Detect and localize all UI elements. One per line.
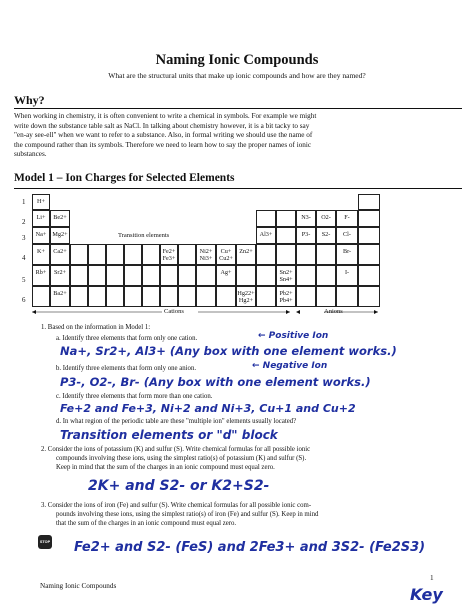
cell-N: N3- — [296, 210, 316, 227]
cell-empty — [124, 265, 142, 286]
model-rule — [14, 188, 462, 189]
answer-1c: Fe+2 and Fe+3, Ni+2 and Ni+3, Cu+1 and Cu+2 — [60, 402, 356, 415]
cell-empty — [178, 265, 196, 286]
cell-empty — [276, 210, 296, 227]
answer-2: 2K+ and S2- or K2+S2- — [88, 478, 270, 494]
cell-O: O2- — [316, 210, 336, 227]
cell-empty — [106, 244, 124, 265]
cell-Zn: Zn2+ — [236, 244, 256, 265]
cell-empty — [178, 286, 196, 307]
cell-empty — [316, 286, 336, 307]
cell-empty — [106, 265, 124, 286]
cell-empty — [316, 244, 336, 265]
question-2-line: compounds involving these ions, using the simplest ratio(s) of potassium (K) and sulfur (S). — [56, 455, 307, 462]
cell-Br: Br- — [336, 244, 358, 265]
cell-empty — [256, 265, 276, 286]
answer-3: Fe2+ and S2- (FeS) and 2Fe3+ and 3S2- (Fe2S3) — [74, 540, 426, 555]
footer-title: Naming Ionic Compounds — [40, 582, 117, 590]
page-number: 1 — [430, 574, 434, 582]
cell-Sr: Sr2+ — [50, 265, 70, 286]
row-number: 1 — [22, 198, 26, 206]
cell-noble — [358, 227, 380, 244]
cell-empty — [142, 286, 160, 307]
cell-Pb: Pb2+ Pb4+ — [276, 286, 296, 307]
cell-empty — [276, 244, 296, 265]
cell-Hg: Hg22+ Hg2+ — [236, 286, 256, 307]
answer-key-label: Key — [410, 585, 443, 604]
cell-empty — [70, 244, 88, 265]
cell-empty — [124, 286, 142, 307]
row-number: 3 — [22, 234, 26, 242]
why-heading: Why? — [14, 93, 45, 107]
model-heading: Model 1 – Ion Charges for Selected Elements — [14, 172, 235, 184]
cell-Al: Al3+ — [256, 227, 276, 244]
why-rule — [14, 108, 462, 109]
cell-S: S2- — [316, 227, 336, 244]
cell-empty — [160, 265, 178, 286]
row-number: 6 — [22, 296, 26, 304]
row-number: 4 — [22, 254, 26, 262]
cell-H: H+ — [32, 194, 50, 210]
answer-1d: Transition elements or "d" block — [60, 428, 278, 442]
question-2-line: Keep in mind that the sum of the charges in an ionic compound must equal zero. — [56, 464, 275, 471]
answer-1b: P3-, O2-, Br- (Any box with one element works.) — [60, 375, 371, 389]
cell-K: K+ — [32, 244, 50, 265]
cell-empty — [88, 244, 106, 265]
cell-noble — [358, 265, 380, 286]
why-line: the compound rather than its symbols. Therefore we need to learn how to say the proper names of ionic — [14, 140, 312, 149]
cell-empty — [296, 286, 316, 307]
cell-empty — [216, 286, 236, 307]
cell-empty — [178, 244, 196, 265]
cell-Cl: Cl- — [336, 227, 358, 244]
question-3-line: pounds involving these ions, using the simplest ratio(s) of iron (Fe) and sulfur (S). Keep in mind — [56, 511, 319, 518]
page-subtitle: What are the structural units that make up ionic compounds and how are they named? — [108, 71, 366, 80]
transition-label: Transition elements — [118, 232, 170, 239]
cell-Fe: Fe2+ Fe3+ — [160, 244, 178, 265]
cell-Ag: Ag+ — [216, 265, 236, 286]
question-1c: c. Identify three elements that form more than one cation. — [56, 393, 213, 400]
stop-sign-icon: STOP — [38, 535, 52, 549]
cell-empty — [142, 265, 160, 286]
cell-Rb: Rb+ — [32, 265, 50, 286]
cell-noble — [358, 286, 380, 307]
cell-empty — [70, 286, 88, 307]
cell-I: I- — [336, 265, 358, 286]
cell-Mg: Mg2+ — [50, 227, 70, 244]
cell-empty — [142, 244, 160, 265]
cell-empty — [196, 286, 216, 307]
cell-empty — [196, 265, 216, 286]
cell-empty — [160, 286, 178, 307]
cell-empty — [236, 265, 256, 286]
why-line: "en-ay see-ell" when we want to refer to a substance. Also, in formal writing we should use the name of — [14, 131, 313, 140]
cell-empty — [106, 286, 124, 307]
cell-Ni: Ni2+ Ni3+ — [196, 244, 216, 265]
ion-charge-table — [22, 194, 432, 316]
question-1-intro: 1. Based on the information in Model 1: — [41, 324, 151, 331]
cell-F: F- — [336, 210, 358, 227]
page-title: Naming Ionic Compounds — [155, 52, 319, 68]
question-3-line: 3. Consider the ions of iron (Fe) and sulfur (S). Write chemical formulas for all possible ionic com- — [41, 502, 312, 509]
why-line: When working in chemistry, it is often convenient to write a chemical in symbols. For example we might — [14, 112, 317, 120]
cell-noble — [358, 194, 380, 210]
cell-Be: Be2+ — [50, 210, 70, 227]
cell-empty — [296, 244, 316, 265]
question-1b: b. Identify three elements that form only one anion. — [56, 365, 197, 372]
cell-P: P3- — [296, 227, 316, 244]
row-number: 5 — [22, 276, 26, 284]
cell-Ba: Ba2+ — [50, 286, 70, 307]
cell-Li: Li+ — [32, 210, 50, 227]
cell-empty — [276, 227, 296, 244]
answer-1a-note: ← Positive Ion — [258, 331, 329, 341]
why-line: substances. — [14, 150, 47, 159]
question-1d: d. In what region of the periodic table are these "multiple ion" elements usually located? — [56, 418, 297, 425]
cell-empty — [256, 244, 276, 265]
cell-empty — [256, 286, 276, 307]
question-3-line: that the sum of the charges in an ionic compound must equal zero. — [56, 520, 237, 527]
cell-noble — [358, 244, 380, 265]
cell-Na: Na+ — [32, 227, 50, 244]
why-line: write down the substance table salt as NaCl. In talking about chemistry however, it is a bit tacky to say — [14, 121, 310, 130]
cell-empty — [336, 286, 358, 307]
anions-label: Anions — [324, 308, 343, 315]
cell-empty — [256, 210, 276, 227]
cell-Ca: Ca2+ — [50, 244, 70, 265]
cell-empty — [296, 265, 316, 286]
answer-1a: Na+, Sr2+, Al3+ (Any box with one element works.) — [60, 344, 397, 358]
question-2-line: 2. Consider the ions of potassium (K) and sulfur (S). Write chemical formulas for all possible ionic — [41, 446, 311, 453]
answer-1b-note: ← Negative Ion — [252, 361, 328, 371]
cell-empty — [88, 286, 106, 307]
cell-empty — [32, 286, 50, 307]
why-body — [14, 112, 454, 160]
cell-empty — [70, 265, 88, 286]
cell-empty — [124, 244, 142, 265]
cations-label: Cations — [164, 308, 184, 315]
question-1a: a. Identify three elements that form only one cation. — [56, 335, 198, 342]
cell-empty — [88, 265, 106, 286]
cell-empty — [316, 265, 336, 286]
cell-noble — [358, 210, 380, 227]
cell-Sn: Sn2+ Sn4+ — [276, 265, 296, 286]
cell-Cu: Cu+ Cu2+ — [216, 244, 236, 265]
row-number: 2 — [22, 218, 26, 226]
